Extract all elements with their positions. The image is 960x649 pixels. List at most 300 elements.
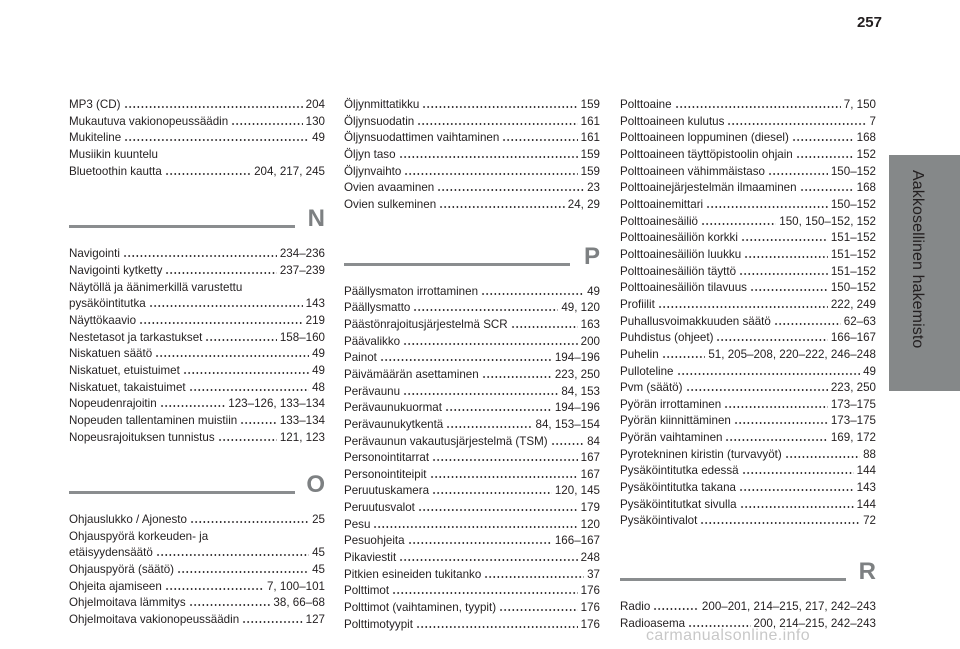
index-entry — [344, 284, 600, 301]
dot-leader — [189, 605, 271, 606]
entry-pages: 144 — [856, 497, 876, 511]
dot-leader — [677, 374, 861, 375]
entry-term: Nopeuden tallentaminen muistiin — [69, 413, 238, 427]
dot-leader — [768, 174, 828, 175]
entry-term: Perävaunun vakautusjärjestelmä (TSM) — [344, 434, 548, 448]
entry-pages: 37 — [587, 567, 600, 581]
entry-term: Peruutusvalot — [344, 501, 415, 515]
dot-leader — [439, 207, 565, 208]
dot-leader — [481, 294, 584, 295]
dot-leader — [123, 256, 277, 257]
dot-leader — [740, 507, 854, 508]
entry-term: Mukiteline — [69, 131, 122, 145]
index-entry — [69, 612, 325, 629]
entry-pages: 237–239 — [279, 263, 325, 277]
entry-term: Pyrotekninen kiristin (turvavyöt) — [620, 447, 782, 461]
dot-leader — [183, 373, 309, 374]
entry-pages: 152 — [856, 147, 876, 161]
dot-leader — [399, 560, 577, 561]
entry-pages: 168 — [856, 181, 876, 195]
index-section-n — [69, 200, 325, 446]
index-section-p — [344, 238, 600, 634]
entry-pages: 88 — [863, 447, 876, 461]
entry-pages: 194–196 — [554, 351, 600, 365]
entry-pages: 168 — [856, 131, 876, 145]
dot-leader — [750, 290, 828, 291]
dot-leader — [190, 522, 309, 523]
entry-pages: 179 — [580, 501, 600, 515]
entry-term: Polttoainesäiliön korkki — [620, 231, 738, 245]
index-entry — [69, 346, 325, 363]
dot-leader — [437, 190, 584, 191]
dot-leader — [380, 360, 552, 361]
dot-leader — [744, 257, 828, 258]
index-entry — [620, 314, 876, 331]
index-entry — [69, 413, 325, 430]
dot-leader — [739, 490, 854, 491]
entry-term: Ohjelmoitava vakionopeussäädin — [69, 613, 240, 627]
index-entry — [620, 147, 876, 164]
index-entry — [344, 600, 600, 617]
entry-pages: 150–152 — [830, 164, 876, 178]
entry-pages: 204, 217, 245 — [254, 164, 325, 178]
section-letter: R — [858, 558, 876, 586]
side-tab-label: Aakkosellinen hakemisto — [909, 170, 926, 349]
index-entry — [620, 347, 876, 364]
section-letter: P — [583, 242, 600, 270]
dot-leader — [240, 423, 277, 424]
entry-pages: 204 — [305, 98, 325, 111]
index-column-3 — [620, 97, 876, 632]
section-divider — [344, 263, 570, 266]
entry-term: Navigointi kytketty — [69, 263, 163, 277]
section-heading — [69, 466, 325, 512]
index-section-r — [620, 553, 876, 632]
entry-pages: 161 — [580, 131, 600, 145]
dot-leader — [422, 107, 577, 108]
entry-term: Pysäköintitutka edessä — [620, 464, 739, 478]
entry-term: Pysäköintitutka takana — [620, 481, 737, 495]
index-entry — [344, 334, 600, 351]
entry-pages: 150–152 — [830, 281, 876, 295]
index-entry — [344, 350, 600, 367]
entry-term: Ohjelmoitava lämmitys — [69, 596, 186, 610]
dot-leader — [734, 423, 828, 424]
entry-term: Perävaunu — [344, 384, 401, 398]
entry-term: Polttoainesäiliön täyttö — [620, 264, 737, 278]
dot-leader — [774, 324, 841, 325]
entry-term: Ohjauspyörä (säätö) — [69, 563, 175, 577]
index-entry — [620, 480, 876, 497]
entry-pages: 200 — [580, 334, 600, 348]
index-entry — [344, 97, 600, 114]
dot-leader — [160, 406, 226, 407]
entry-term: Polttoainesäiliön tilavuus — [620, 281, 747, 295]
dot-leader — [413, 310, 558, 311]
index-entry — [620, 430, 876, 447]
entry-pages: 7 — [869, 114, 876, 128]
index-entry — [620, 599, 876, 616]
entry-term: Personointiteipit — [344, 467, 427, 481]
entry-term: Personointitarrat — [344, 451, 430, 465]
index-entry — [620, 513, 876, 530]
entry-term: Bluetoothin kautta — [69, 164, 162, 178]
index-entry — [69, 512, 325, 529]
entry-term: Päästönrajoitusjärjestelmä SCR — [344, 317, 508, 331]
section-heading — [344, 238, 600, 284]
entry-term: Pysäköintivalot — [620, 514, 698, 528]
index-entry — [620, 114, 876, 131]
index-entry — [69, 363, 325, 380]
entry-term: Ohjauspyörä korkeuden- ja — [69, 529, 209, 543]
entry-term: Päävalikko — [344, 334, 401, 348]
entry-pages: 150, 150–152, 152 — [779, 214, 876, 228]
dot-leader — [686, 390, 828, 391]
index-entry — [69, 130, 325, 147]
dot-leader — [139, 323, 303, 324]
entry-pages: 49 — [312, 347, 325, 361]
entry-term: Niskatuen säätö — [69, 347, 153, 361]
dot-leader — [653, 609, 699, 610]
entry-pages: 176 — [580, 584, 600, 598]
dot-leader — [792, 140, 854, 141]
entry-pages: 127 — [305, 613, 325, 627]
entry-pages: 72 — [863, 514, 876, 528]
entry-term: Pyörän vaihtaminen — [620, 431, 723, 445]
index-entry — [344, 367, 600, 384]
dot-leader — [551, 444, 584, 445]
index-entry — [69, 330, 325, 347]
entry-pages: 120 — [580, 517, 600, 531]
entry-term: Polttoaineen täyttöpistoolin ohjain — [620, 147, 793, 161]
index-entry — [344, 400, 600, 417]
dot-leader — [124, 140, 309, 141]
index-entry — [620, 130, 876, 147]
entry-term: Öljynsuodattimen vaihtaminen — [344, 131, 500, 145]
dot-leader — [156, 555, 309, 556]
dot-leader — [662, 357, 706, 358]
index-entry — [620, 463, 876, 480]
entry-pages: 120, 145 — [554, 484, 600, 498]
index-entry — [344, 317, 600, 334]
entry-term: Päällysmatto — [344, 301, 411, 315]
index-entry — [69, 562, 325, 579]
index-entry — [344, 550, 600, 567]
entry-pages: 163 — [580, 317, 600, 331]
entry-pages: 49, 120 — [561, 301, 600, 315]
index-entry — [69, 97, 325, 114]
entry-term: Ohjauslukko / Ajonesto — [69, 513, 187, 527]
entry-pages: 151–152 — [830, 231, 876, 245]
index-entry — [620, 330, 876, 347]
entry-pages: 49 — [312, 363, 325, 377]
index-entry — [344, 617, 600, 634]
index-entry — [344, 434, 600, 451]
dot-leader — [432, 460, 578, 461]
entry-term: Öljynvaihto — [344, 164, 402, 178]
section-letter: N — [307, 205, 325, 233]
entry-pages: 151–152 — [830, 247, 876, 261]
entry-term: Radio — [620, 600, 651, 614]
entry-pages: 121, 123 — [279, 430, 325, 444]
dot-leader — [706, 207, 828, 208]
section-heading — [69, 200, 325, 246]
entry-pages: 49 — [312, 131, 325, 145]
entry-pages: 38, 66–68 — [273, 596, 325, 610]
dot-leader — [165, 174, 251, 175]
dot-leader — [432, 493, 552, 494]
dot-leader — [404, 174, 577, 175]
dot-leader — [242, 622, 303, 623]
entry-term: Pyörän kiinnittäminen — [620, 414, 731, 428]
index-entry — [344, 197, 600, 214]
entry-term: MP3 (CD) — [69, 98, 121, 111]
page-number: 257 — [856, 14, 882, 31]
index-entry — [69, 595, 325, 612]
index-entry — [620, 497, 876, 514]
entry-pages: 51, 205–208, 220–222, 246–248 — [708, 347, 876, 361]
entry-pages: 151–152 — [830, 264, 876, 278]
index-entry — [620, 97, 876, 114]
entry-term: Polttoainesäiliön luukku — [620, 247, 742, 261]
index-entry — [344, 417, 600, 434]
index-entry — [344, 384, 600, 401]
index-entry — [620, 247, 876, 264]
index-entry — [69, 164, 325, 181]
entry-term: Polttoainesäiliö — [620, 214, 698, 228]
entry-term: Puhdistus (ohjeet) — [620, 331, 714, 345]
entry-term: Polttimot (vaihtaminen, tyypit) — [344, 601, 497, 615]
entry-pages: 159 — [580, 164, 600, 178]
dot-leader — [741, 240, 828, 241]
dot-leader — [502, 140, 577, 141]
section-divider — [620, 578, 846, 581]
index-entry — [620, 230, 876, 247]
entry-pages: 84 — [587, 434, 600, 448]
entry-pages: 166–167 — [830, 331, 876, 345]
dot-leader — [430, 477, 578, 478]
entry-term: Ovien sulkeminen — [344, 197, 437, 211]
index-entry — [620, 364, 876, 381]
entry-pages: 143 — [305, 297, 325, 311]
entry-term: Polttoaine — [620, 98, 672, 111]
entry-term: Pysäköintitutkat sivulla — [620, 497, 737, 511]
dot-leader — [177, 572, 309, 573]
index-entry — [344, 114, 600, 131]
entry-term: Niskatuet, takaistuimet — [69, 380, 186, 394]
index-entry — [69, 263, 325, 280]
entry-pages: 169, 172 — [830, 431, 876, 445]
index-entry — [344, 130, 600, 147]
dot-leader — [124, 107, 303, 108]
index-section-continued — [344, 97, 600, 214]
index-entry — [620, 297, 876, 314]
index-entry — [620, 280, 876, 297]
index-entry — [69, 296, 325, 313]
entry-pages: 45 — [312, 546, 325, 560]
entry-pages: 223, 250 — [830, 381, 876, 395]
section-divider — [69, 491, 295, 494]
entry-pages: 144 — [856, 464, 876, 478]
index-entry — [344, 164, 600, 181]
index-entry — [620, 447, 876, 464]
entry-term: Painot — [344, 351, 377, 365]
dot-leader — [205, 340, 276, 341]
index-entry — [344, 180, 600, 197]
dot-leader — [482, 377, 552, 378]
entry-term: Pesuohjeita — [344, 534, 405, 548]
entry-term: Öljynmittatikku — [344, 98, 420, 111]
index-entry — [69, 579, 325, 596]
dot-leader — [675, 107, 841, 108]
section-letter: O — [306, 471, 325, 499]
dot-leader — [399, 157, 578, 158]
dot-leader — [149, 306, 303, 307]
entry-term: Polttoaineen vähimmäistaso — [620, 164, 766, 178]
dot-leader — [155, 356, 309, 357]
index-entry — [344, 467, 600, 484]
entry-term: Öljyn taso — [344, 147, 396, 161]
dot-leader — [231, 124, 302, 125]
entry-pages: 24, 29 — [567, 197, 600, 211]
index-entry — [620, 380, 876, 397]
dot-leader — [189, 390, 309, 391]
index-entry — [344, 300, 600, 317]
dot-leader — [446, 427, 532, 428]
entry-term: Näyttökaavio — [69, 313, 137, 327]
dot-leader — [218, 440, 277, 441]
entry-term: Nopeudenrajoitin — [69, 397, 157, 411]
entry-pages: 173–175 — [830, 397, 876, 411]
watermark-text: carmanualsonline.info — [646, 627, 811, 644]
entry-term: Pyörän irrottaminen — [620, 397, 722, 411]
dot-leader — [392, 593, 578, 594]
entry-term: Profiilit — [620, 297, 655, 311]
index-entry — [69, 280, 325, 297]
entry-pages: 222, 249 — [830, 297, 876, 311]
dot-leader — [484, 577, 584, 578]
section-heading — [620, 553, 876, 599]
entry-pages: 84, 153–154 — [535, 417, 600, 431]
entry-pages: 25 — [312, 513, 325, 527]
entry-pages: 49 — [863, 364, 876, 378]
entry-pages: 173–175 — [830, 414, 876, 428]
entry-term: Polttimot — [344, 584, 390, 598]
entry-pages: 159 — [580, 147, 600, 161]
dot-leader — [658, 307, 828, 308]
entry-pages: 7, 150 — [843, 98, 876, 111]
entry-pages: 130 — [305, 114, 325, 128]
dot-leader — [417, 124, 577, 125]
entry-pages: 200, 214–215, 242–243 — [753, 616, 876, 630]
index-entry — [620, 397, 876, 414]
dot-leader — [403, 394, 558, 395]
index-entry — [620, 164, 876, 181]
entry-term: Polttoaineen loppuminen (diesel) — [620, 131, 789, 145]
entry-term: Perävaunukytkentä — [344, 417, 444, 431]
entry-term: Polttoaineen kulutus — [620, 114, 725, 128]
index-entry — [620, 180, 876, 197]
index-column-2 — [344, 97, 600, 633]
entry-term: Nopeusrajoituksen tunnistus — [69, 430, 215, 444]
dot-leader — [724, 407, 828, 408]
dot-leader — [416, 627, 578, 628]
entry-pages: 194–196 — [554, 401, 600, 415]
entry-term: Puhelin — [620, 347, 659, 361]
entry-pages: 7, 100–101 — [266, 579, 325, 593]
entry-term: Mukautuva vakionopeussäädin — [69, 114, 229, 128]
dot-leader — [418, 510, 578, 511]
index-entry — [344, 583, 600, 600]
entry-term: Perävaunukuormat — [344, 401, 442, 415]
dot-leader — [727, 124, 866, 125]
entry-pages: 167 — [580, 467, 600, 481]
entry-pages: 123–126, 133–134 — [228, 397, 325, 411]
entry-pages: 158–160 — [279, 330, 325, 344]
index-entry — [69, 147, 325, 164]
index-entry — [620, 413, 876, 430]
entry-term: Näytöllä ja äänimerkillä varustettu — [69, 280, 243, 294]
entry-term: Niskatuet, etuistuimet — [69, 363, 180, 377]
entry-pages: 143 — [856, 481, 876, 495]
index-entry — [69, 545, 325, 562]
entry-pages: 84, 153 — [561, 384, 600, 398]
entry-term: Polttimotyypit — [344, 617, 413, 631]
entry-pages: 161 — [580, 114, 600, 128]
dot-leader — [499, 610, 578, 611]
entry-term: Puhallusvoimakkuuden säätö — [620, 314, 771, 328]
index-entry — [69, 313, 325, 330]
entry-pages: 219 — [305, 313, 325, 327]
index-entry — [69, 430, 325, 447]
entry-pages: 48 — [312, 380, 325, 394]
index-section-o — [69, 466, 325, 629]
index-entry — [344, 483, 600, 500]
entry-term: Navigointi — [69, 247, 120, 261]
entry-term: Ovien avaaminen — [344, 181, 435, 195]
entry-pages: 150–152 — [830, 197, 876, 211]
entry-pages: 62–63 — [843, 314, 876, 328]
dot-leader — [742, 473, 854, 474]
index-entry — [69, 114, 325, 131]
section-divider — [69, 225, 295, 228]
index-entry — [344, 147, 600, 164]
dot-leader — [373, 527, 577, 528]
entry-pages: 159 — [580, 98, 600, 111]
index-entry — [69, 529, 325, 546]
entry-pages: 166–167 — [554, 534, 600, 548]
entry-pages: 167 — [580, 451, 600, 465]
index-section-continued — [69, 97, 325, 180]
entry-term: Radioasema — [620, 616, 686, 630]
entry-term: pysäköintitutka — [69, 297, 146, 311]
dot-leader — [445, 410, 552, 411]
dot-leader — [511, 327, 578, 328]
dot-leader — [725, 440, 827, 441]
index-entry — [344, 567, 600, 584]
index-column-1 — [69, 97, 325, 629]
index-entry — [620, 197, 876, 214]
dot-leader — [796, 157, 854, 158]
dot-leader — [785, 457, 860, 458]
entry-term: Ohjeita ajamiseen — [69, 579, 162, 593]
dot-leader — [165, 273, 276, 274]
entry-term: Pulloteline — [620, 364, 674, 378]
entry-pages: 248 — [580, 551, 600, 565]
entry-pages: 45 — [312, 563, 325, 577]
entry-term: Musiikin kuuntelu — [69, 147, 158, 161]
index-entry — [620, 264, 876, 281]
